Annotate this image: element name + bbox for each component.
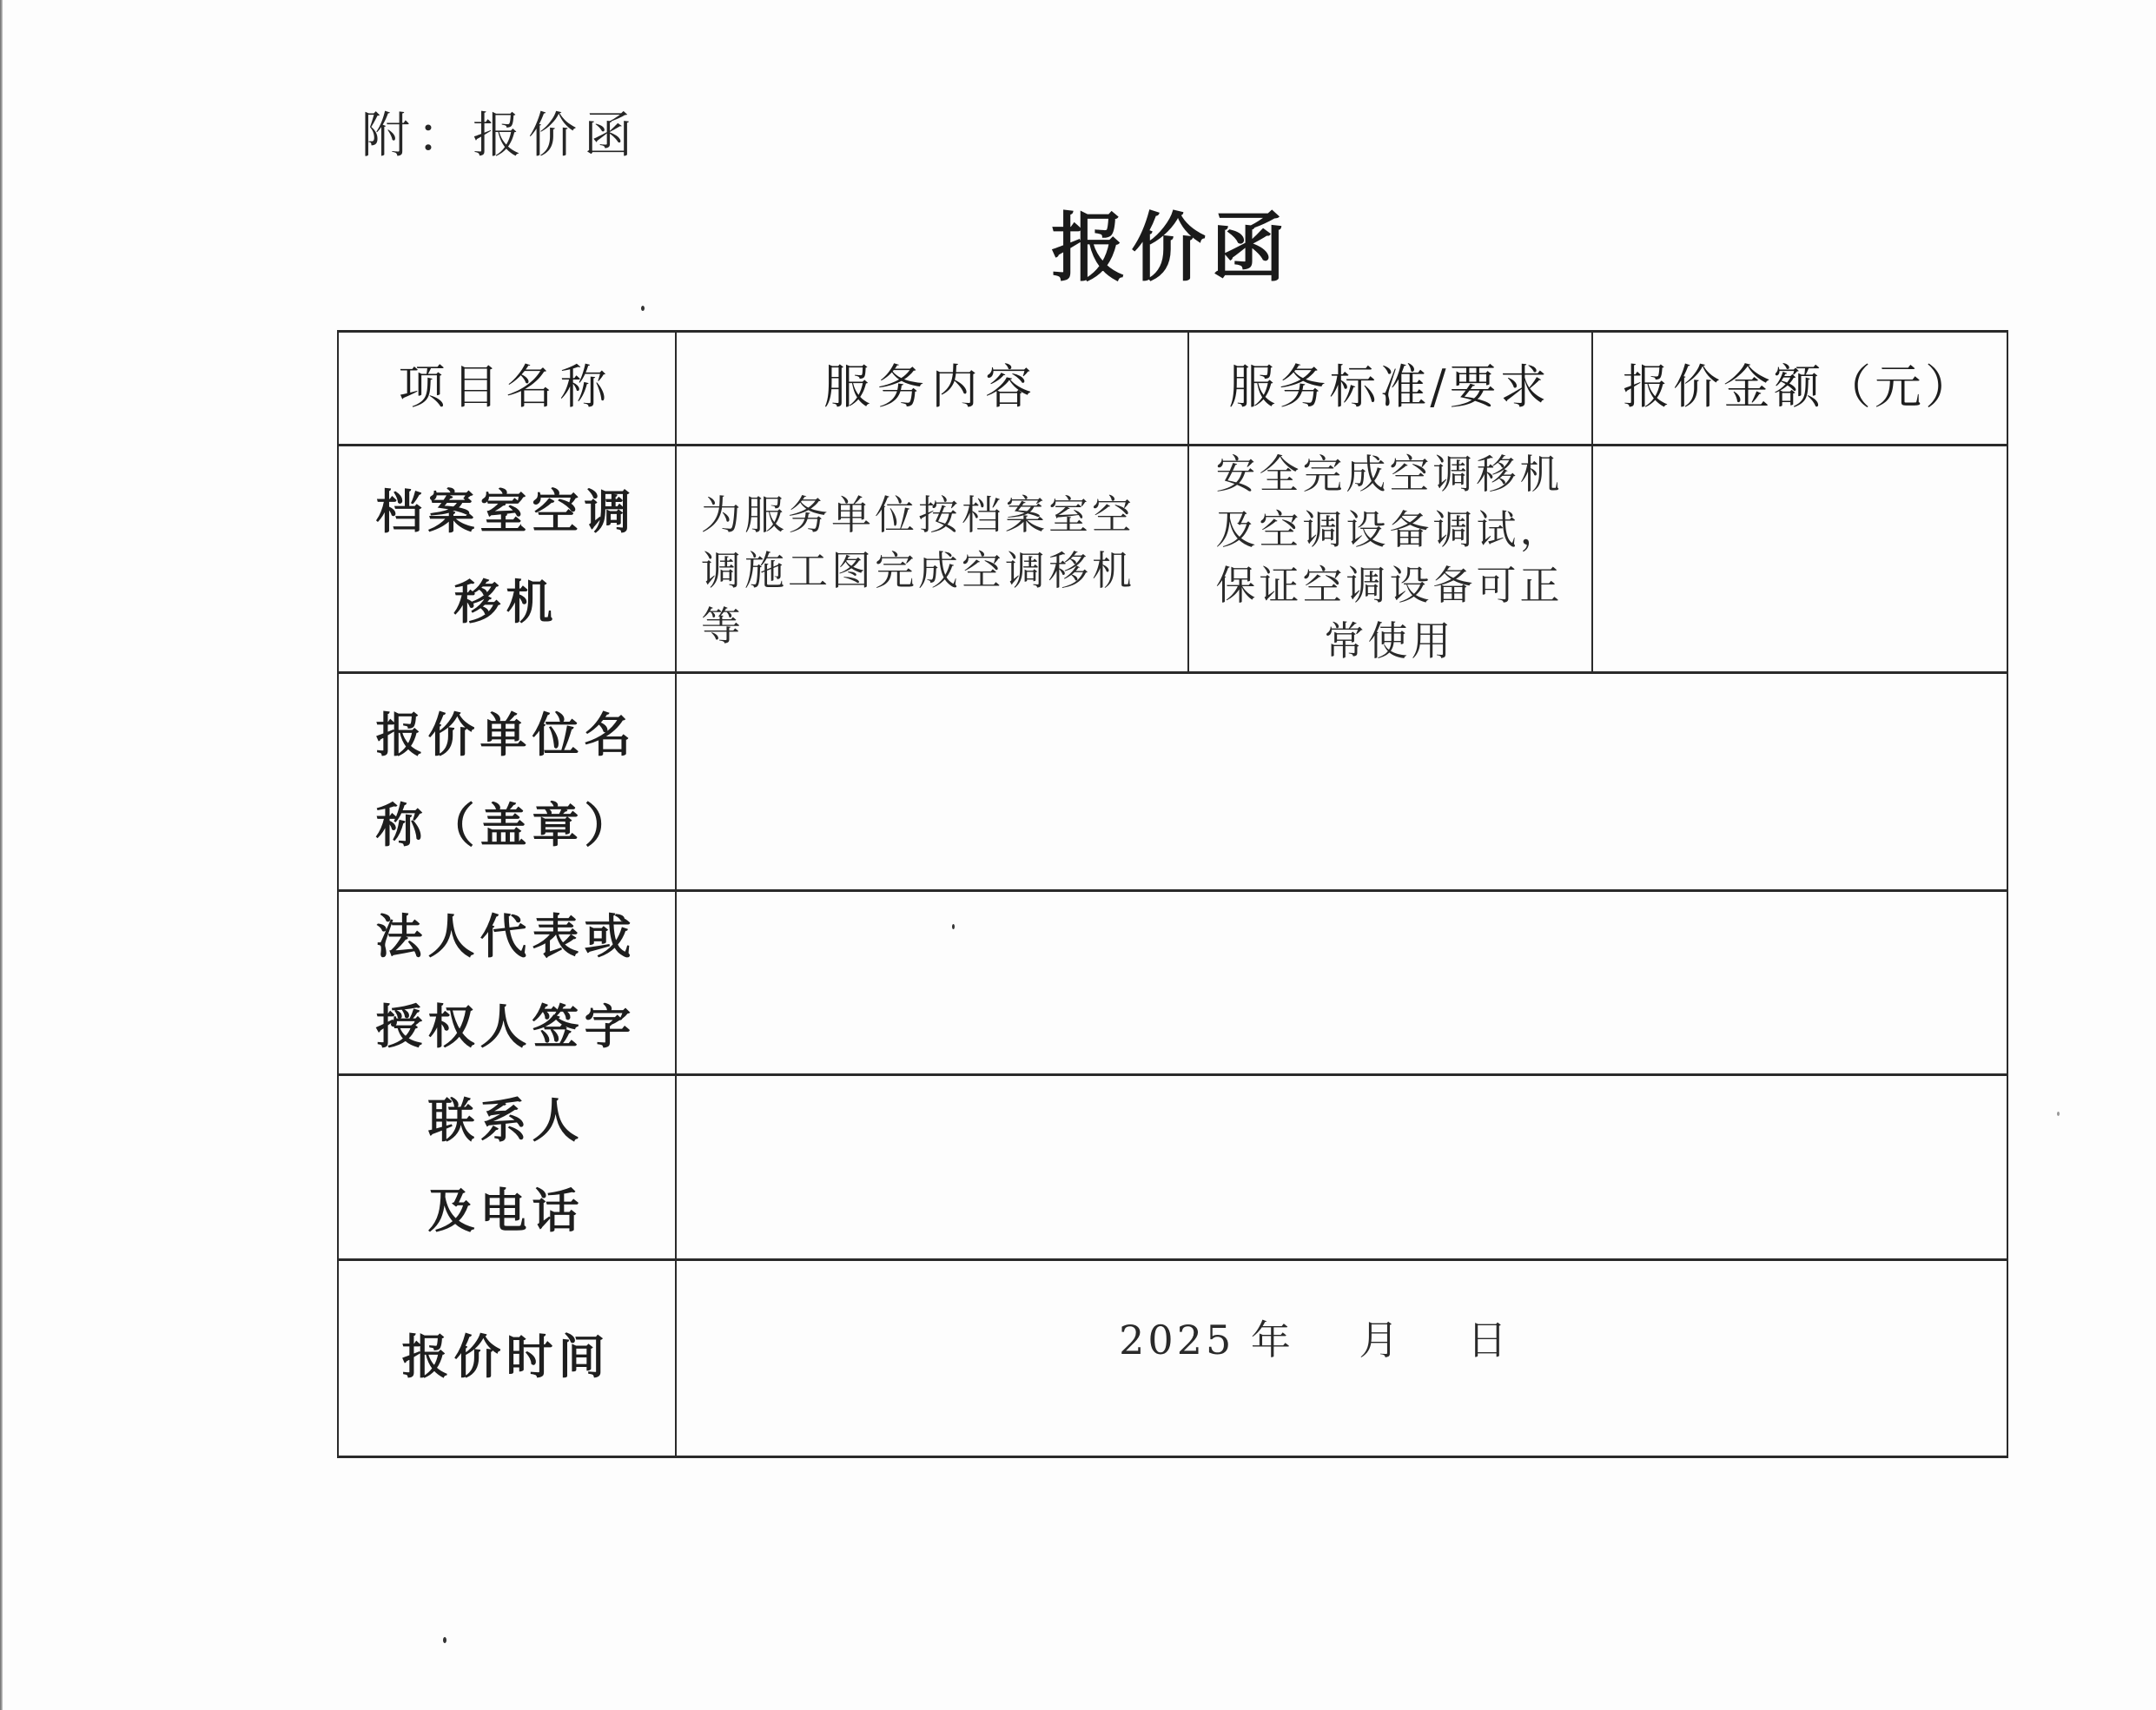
- page-title: 报价函: [1051, 204, 1291, 292]
- item-project-name-line1: 档案室空调: [375, 485, 637, 539]
- quote-table: [337, 330, 2008, 1457]
- item-quote-amount-field[interactable]: [1591, 444, 2007, 671]
- item-service-standard-text: 安全完成空调移机及空调设备调试，保证空调设备可正常使用: [1215, 451, 1564, 664]
- quote-time-label: [337, 1259, 675, 1456]
- bidder-name-label-line2: 称（盖章）: [375, 798, 637, 853]
- legal-rep-label-line1: 法人代表或: [375, 908, 637, 964]
- scan-speck: [443, 1637, 446, 1643]
- header-quote-amount-text: 报价金额（元）: [1623, 359, 1975, 414]
- table-border-right: [2007, 330, 2008, 1457]
- header-project-name: [337, 330, 675, 444]
- header-service-content-text: 服务内容: [823, 359, 1039, 414]
- header-service-standard: [1187, 330, 1591, 444]
- bidder-name-label: [337, 672, 675, 889]
- header-service-content: [675, 330, 1187, 444]
- quote-time-label-text: 报价时间: [401, 1330, 611, 1384]
- legal-rep-label-line2: 授权人签字: [375, 999, 637, 1054]
- contact-field[interactable]: [675, 1074, 2007, 1258]
- item-service-content: [675, 444, 1187, 671]
- legal-rep-label: [337, 890, 675, 1073]
- contact-label-line1: 联系人: [427, 1093, 585, 1148]
- header-project-name-text: 项目名称: [398, 359, 614, 414]
- scan-speck: [641, 306, 645, 311]
- contact-label: [337, 1074, 675, 1258]
- scan-speck: [2057, 1112, 2060, 1116]
- quote-time-value: 2025 年 月 日: [1119, 1317, 1511, 1363]
- bidder-name-field[interactable]: [675, 672, 2007, 889]
- quote-time-field[interactable]: [675, 1259, 2007, 1456]
- item-service-standard: [1187, 444, 1591, 671]
- header-quote-amount: [1591, 330, 2007, 444]
- table-border-bottom: [337, 1456, 2008, 1458]
- contact-label-line2: 及电话: [427, 1184, 585, 1238]
- bidder-name-label-line1: 报价单位名: [375, 708, 637, 763]
- header-service-standard-text: 服务标准/要求: [1228, 359, 1551, 414]
- item-project-name: [337, 444, 675, 671]
- attachment-label: 附：报价函: [361, 108, 639, 164]
- item-service-content-text: 为服务单位按档案室空调施工图完成空调移机等: [701, 492, 1135, 650]
- item-project-name-line2: 移机: [453, 575, 559, 630]
- legal-rep-signature-field[interactable]: [675, 890, 2007, 1073]
